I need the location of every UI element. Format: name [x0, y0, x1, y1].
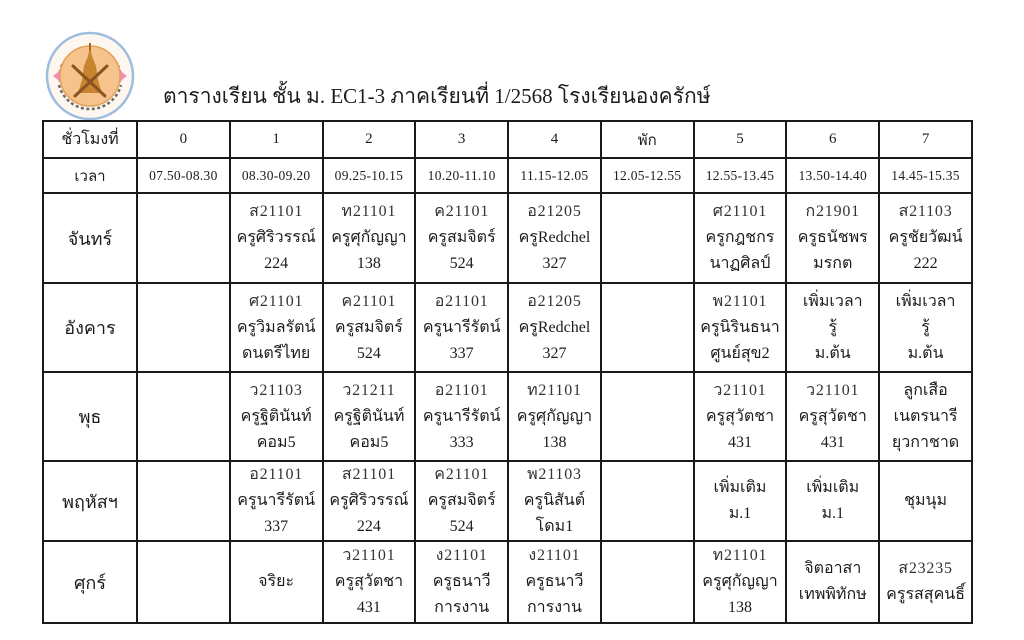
- cell-line: ว21103: [249, 381, 303, 399]
- day-label-2: พุธ: [43, 372, 137, 461]
- school-emblem-icon: [44, 30, 136, 122]
- time-cell: 09.25-10.15: [323, 158, 416, 193]
- cell-line: ก21901: [805, 203, 860, 220]
- corner-hour-label: ชั่วโมงที่: [43, 121, 137, 158]
- cell-line: ลูกเสือ: [903, 381, 948, 399]
- cell-line: รู้: [828, 318, 838, 336]
- cell-line: พ21101: [712, 292, 768, 310]
- cell-line: ม.ต้น: [814, 344, 851, 362]
- cell-line: ครูรสสุคนธิ์: [886, 586, 965, 603]
- cell-line: เทพพิทักษ: [798, 586, 867, 603]
- cell-line: ว21101: [713, 381, 767, 399]
- cell-line: นาฏศิลป์: [709, 255, 771, 272]
- cell-line: ครูRedchel: [518, 229, 591, 246]
- timetable-cell: [601, 541, 694, 623]
- cell-line: ครูฐิตินันท์: [333, 407, 405, 425]
- timetable-cell: [230, 541, 323, 623]
- timetable-cell: [137, 283, 230, 372]
- timetable-cell: [230, 283, 323, 372]
- timetable-cell: [694, 283, 787, 372]
- cell-line: จิตอาสา: [804, 560, 862, 577]
- period-header-break: พัก: [601, 121, 694, 158]
- timetable-cell: [694, 372, 787, 461]
- cell-line: ชุมนุม: [904, 492, 947, 509]
- cell-line: ส21103: [898, 203, 953, 220]
- timetable: [42, 120, 973, 624]
- cell-line: ครูสมจิตร์: [427, 492, 496, 509]
- cell-line: ครูศุกัญญา: [516, 407, 593, 425]
- time-cell: 10.20-11.10: [415, 158, 508, 193]
- cell-line: อ21205: [527, 203, 582, 220]
- timetable-cell: [786, 283, 879, 372]
- cell-line: 224: [356, 518, 381, 535]
- timetable-cell: [879, 461, 972, 541]
- timetable-cell: [137, 372, 230, 461]
- timetable-cell: [879, 541, 972, 623]
- cell-line: 327: [542, 344, 567, 362]
- cell-line: ครูสุวัตชา: [798, 407, 867, 425]
- time-cell: 11.15-12.05: [508, 158, 601, 193]
- cell-line: 337: [264, 518, 289, 535]
- cell-line: ท21101: [712, 547, 768, 564]
- cell-line: ส21101: [249, 203, 304, 220]
- cell-line: ง21101: [435, 547, 488, 564]
- timetable-cell: [323, 541, 416, 623]
- cell-line: ท21101: [527, 381, 582, 399]
- timetable-cell: [786, 461, 879, 541]
- cell-line: ครูนารีรัตน์: [237, 492, 316, 509]
- cell-line: ศ21101: [248, 292, 304, 310]
- cell-line: ศูนย์สุข2: [710, 344, 770, 362]
- cell-line: ครูศิริวรรณ์: [236, 229, 316, 246]
- cell-line: ค21101: [434, 203, 490, 220]
- cell-line: ครูสุวัตชา: [334, 573, 404, 590]
- cell-line: การงาน: [434, 599, 490, 616]
- timetable-cell: [508, 283, 601, 372]
- cell-line: ครูธนาวี: [432, 573, 491, 590]
- cell-line: ค21101: [341, 292, 397, 310]
- cell-line: 524: [449, 255, 474, 272]
- cell-line: ครูRedchel: [518, 318, 591, 336]
- timetable-cell: [601, 461, 694, 541]
- cell-line: 222: [913, 255, 938, 272]
- cell-line: จริยะ: [258, 573, 295, 590]
- cell-line: ง21101: [528, 547, 581, 564]
- cell-line: ครูธนัชพร: [797, 229, 868, 246]
- cell-line: รู้: [921, 318, 930, 336]
- cell-line: ครูกฎชกร: [705, 229, 775, 246]
- time-cell: 08.30-09.20: [230, 158, 323, 193]
- timetable-cell: [323, 372, 416, 461]
- cell-line: ครูนิรินธนา: [700, 318, 780, 336]
- period-header-7: 7: [879, 121, 972, 158]
- cell-line: ส21101: [341, 466, 396, 483]
- cell-line: 333: [449, 433, 474, 451]
- timetable-cell: [508, 541, 601, 623]
- cell-line: ครูสมจิตร์: [427, 229, 496, 246]
- time-cell: 12.55-13.45: [694, 158, 787, 193]
- cell-line: ว21101: [342, 547, 396, 564]
- cell-line: อ21101: [434, 381, 489, 399]
- timetable-cell: [415, 283, 508, 372]
- cell-line: ครูนารีรัตน์: [422, 407, 501, 425]
- cell-line: 224: [264, 255, 289, 272]
- cell-line: 524: [356, 344, 381, 362]
- day-label-1: อังคาร: [43, 283, 137, 372]
- timetable-cell: [601, 283, 694, 372]
- timetable-cell: [508, 461, 601, 541]
- cell-line: ศ21101: [712, 203, 768, 220]
- page-title: ตารางเรียน ชั้น ม. EC1-3 ภาคเรียนที่ 1/2568 โรงเรียนองครักษ์: [163, 84, 711, 108]
- timetable-cell: [137, 193, 230, 283]
- timetable-cell: [601, 193, 694, 283]
- timetable-cell: [694, 541, 787, 623]
- cell-line: ครูสมจิตร์: [334, 318, 403, 336]
- time-cell: 07.50-08.30: [137, 158, 230, 193]
- timetable-cell: [415, 541, 508, 623]
- cell-line: ครูศุกัญญา: [331, 229, 407, 246]
- cell-line: 138: [727, 599, 752, 616]
- cell-line: 138: [356, 255, 381, 272]
- timetable-cell: [879, 372, 972, 461]
- cell-line: ครูสุวัตชา: [705, 407, 775, 425]
- timetable-cell: [137, 461, 230, 541]
- period-header-3: 3: [415, 121, 508, 158]
- timetable-cell: [415, 372, 508, 461]
- cell-line: ว21211: [342, 381, 396, 399]
- cell-line: พ21103: [527, 466, 582, 483]
- cell-line: 337: [449, 344, 474, 362]
- cell-line: ม.ต้น: [907, 344, 944, 362]
- cell-line: ม.1: [821, 505, 845, 522]
- timetable-cell: [508, 372, 601, 461]
- cell-line: มรกต: [813, 255, 853, 272]
- timetable-cell: [601, 372, 694, 461]
- cell-line: 524: [449, 518, 474, 535]
- day-label-4: ศุกร์: [43, 541, 137, 623]
- cell-line: เนตรนารี: [893, 407, 958, 425]
- cell-line: เพิ่มเติม: [713, 479, 767, 496]
- cell-line: 431: [356, 599, 381, 616]
- cell-line: ม.1: [728, 505, 752, 522]
- cell-line: ค21101: [434, 466, 490, 483]
- timetable-cell: [230, 193, 323, 283]
- timetable-cell: [415, 461, 508, 541]
- timetable-cell: [508, 193, 601, 283]
- timetable-cell: [786, 372, 879, 461]
- timetable-cell: [694, 461, 787, 541]
- cell-line: การงาน: [526, 599, 582, 616]
- period-header-5: 5: [694, 121, 787, 158]
- timetable-cell: [879, 283, 972, 372]
- cell-line: 138: [542, 433, 567, 451]
- time-cell: 14.45-15.35: [879, 158, 972, 193]
- period-header-4: 4: [508, 121, 601, 158]
- cell-line: เพิ่มเติม: [806, 479, 860, 496]
- timetable-cell: [230, 372, 323, 461]
- cell-line: โดม1: [535, 518, 574, 535]
- cell-line: 327: [542, 255, 567, 272]
- cell-line: ครูวิมลรัตน์: [236, 318, 316, 336]
- timetable-cell: [879, 193, 972, 283]
- period-header-6: 6: [786, 121, 879, 158]
- cell-line: เพิ่มเวลา: [895, 292, 956, 310]
- timetable-cell: [323, 193, 416, 283]
- cell-line: ยุวกาชาด: [891, 433, 960, 451]
- cell-line: ครูนารีรัตน์: [422, 318, 501, 336]
- cell-line: ดนตรีไทย: [242, 344, 311, 362]
- cell-line: อ21101: [249, 466, 304, 483]
- cell-line: อ21101: [434, 292, 489, 310]
- timetable-cell: [786, 193, 879, 283]
- cell-line: ครูธนาวี: [525, 573, 584, 590]
- cell-line: ครูศุกัญญา: [702, 573, 778, 590]
- cell-line: 431: [820, 433, 845, 451]
- timetable-cell: [323, 461, 416, 541]
- timetable-cell: [230, 461, 323, 541]
- cell-line: ครูฐิตินันท์: [240, 407, 312, 425]
- cell-line: เพิ่มเวลา: [802, 292, 863, 310]
- timetable-cell: [323, 283, 416, 372]
- cell-line: ครูศิริวรรณ์: [329, 492, 409, 509]
- cell-line: ท21101: [341, 203, 397, 220]
- cell-line: ว21101: [806, 381, 860, 399]
- period-header-1: 1: [230, 121, 323, 158]
- time-row-label: เวลา: [43, 158, 137, 193]
- day-label-0: จันทร์: [43, 193, 137, 283]
- school-logo: [44, 30, 136, 122]
- timetable-cell: [137, 541, 230, 623]
- timetable-cell: [786, 541, 879, 623]
- time-cell: 12.05-12.55: [601, 158, 694, 193]
- timetable-cell: [694, 193, 787, 283]
- cell-line: ส23235: [898, 560, 953, 577]
- cell-line: คอม5: [256, 433, 296, 451]
- cell-line: ครูนิสันต์: [523, 492, 586, 509]
- period-header-0: 0: [137, 121, 230, 158]
- cell-line: ครูชัยวัฒน์: [888, 229, 963, 246]
- cell-line: อ21205: [527, 292, 582, 310]
- time-cell: 13.50-14.40: [786, 158, 879, 193]
- cell-line: 431: [727, 433, 752, 451]
- day-label-3: พฤหัสฯ: [43, 461, 137, 541]
- cell-line: คอม5: [349, 433, 389, 451]
- timetable-cell: [415, 193, 508, 283]
- period-header-2: 2: [323, 121, 416, 158]
